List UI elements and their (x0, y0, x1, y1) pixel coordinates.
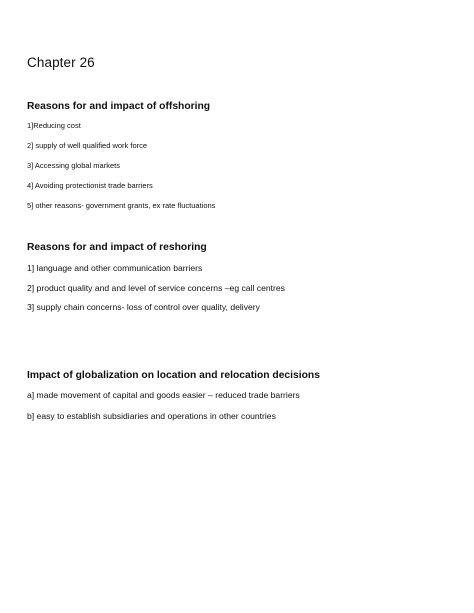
section-heading: Reasons for and impact of reshoring (27, 242, 207, 253)
list-item: 2] product quality and and level of service concerns –eg call centres (27, 282, 285, 293)
section-heading: Impact of globalization on location and relocation decisions (27, 370, 320, 381)
reshoring-list (27, 263, 285, 322)
list-item: b] easy to establish subsidiaries and operations in other countries (27, 411, 276, 421)
section-globalization (27, 370, 320, 432)
list-item: 1]Reducing cost (27, 121, 81, 130)
list-item: 1] language and other communication barriers (27, 263, 203, 273)
section-heading: Reasons for and impact of offshoring (27, 101, 211, 112)
list-item: 2] supply of well qualified work force (27, 141, 148, 150)
list-item: 5] other reasons- government grants, ex rate fluctuations (27, 201, 216, 210)
list-item: 4] Avoiding protectionist trade barriers (27, 181, 153, 190)
list-item: a] made movement of capital and goods easier – reduced trade barriers (27, 390, 300, 400)
section-offshoring (27, 101, 215, 221)
list-item: 3] Accessing global markets (27, 161, 120, 170)
chapter-title: Chapter 26 (27, 55, 95, 70)
offshoring-list (27, 121, 215, 221)
globalization-list (27, 390, 320, 432)
list-item: 3] supply chain concerns- loss of control over quality, delivery (27, 302, 260, 312)
section-reshoring (27, 242, 285, 322)
